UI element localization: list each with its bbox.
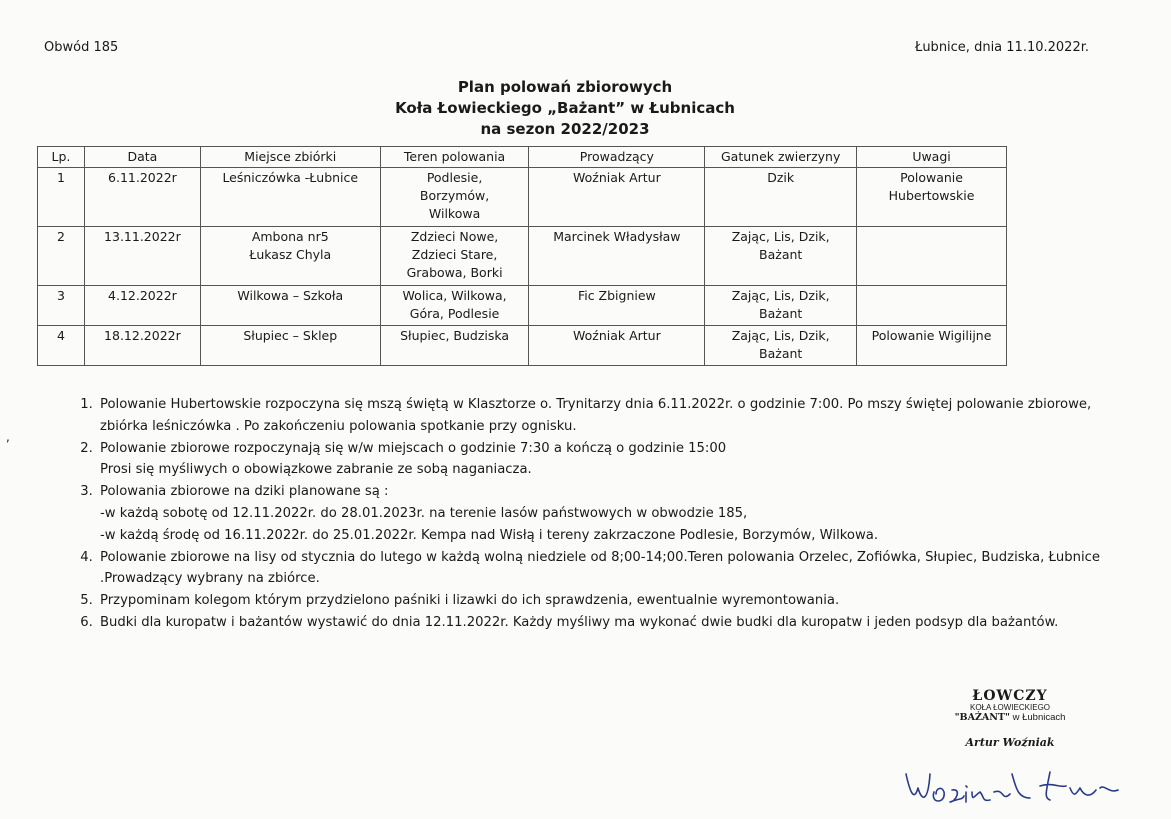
col-header-date: Data xyxy=(84,147,200,168)
note-item: 3. Polowania zbiorowe na dziki planowane są : -w każdą sobotę od 12.11.2022r. do 28.01.2023r. na terenie lasów państwowych w obwodzie 185, -w każdą środę od 16.11.2022r. do 25.01.2022r. Kempa nad Wisłą i tereny zakrzaczone Podlesie, Borzymów, Wilkowa. xyxy=(97,481,1117,546)
col-header-hunting-area: Teren polowania xyxy=(380,147,529,168)
cell-hunting-area: Podlesie, Borzymów, Wilkowa xyxy=(380,168,529,227)
place-date: Łubnice, dnia 11.10.2022r. xyxy=(915,40,1089,55)
stamp-place: w Łubnicach xyxy=(1009,712,1066,723)
col-header-game-species: Gatunek zwierzyny xyxy=(705,147,857,168)
cell-remarks: Polowanie Hubertowskie xyxy=(857,168,1007,227)
cell-game-species: Zając, Lis, Dzik, Bażant xyxy=(705,326,857,366)
stamp-name: Artur Woźniak xyxy=(965,736,1055,749)
margin-mark: , xyxy=(6,430,10,444)
stamp-club xyxy=(930,712,1090,723)
col-header-meeting-place: Miejsce zbiórki xyxy=(200,147,380,168)
stamp-line: KOŁA ŁOWIECKIEGO xyxy=(969,703,1051,712)
table-row xyxy=(38,168,1007,227)
col-header-remarks: Uwagi xyxy=(857,147,1007,168)
note-item: 2. Polowanie zbiorowe rozpoczynają się w/w miejscach o godzinie 7:30 a kończą o godzinie 15:00 Prosi się myśliwych o obowiązkowe zabranie ze sobą naganiacza. xyxy=(97,438,1117,482)
cell-meeting-place: Leśniczówka -Łubnice xyxy=(200,168,380,227)
col-header-leader: Prowadzący xyxy=(529,147,705,168)
hunt-plan-table xyxy=(37,146,1007,366)
table-row xyxy=(38,227,1007,286)
cell-date: 13.11.2022r xyxy=(84,227,200,286)
table-row xyxy=(38,286,1007,326)
cell-game-species: Dzik xyxy=(705,168,857,227)
cell-remarks xyxy=(857,227,1007,286)
cell-meeting-place: Ambona nr5 Łukasz Chyla xyxy=(200,227,380,286)
notes-list xyxy=(68,394,1117,634)
official-stamp xyxy=(930,688,1090,749)
cell-remarks: Polowanie Wigilijne xyxy=(857,326,1007,366)
stamp-title: ŁOWCZY xyxy=(972,688,1048,704)
cell-lp: 3 xyxy=(38,286,85,326)
club-name: Koła Łowieckiego „Bażant” w Łubnicach xyxy=(395,99,735,117)
cell-leader: Woźniak Artur xyxy=(529,168,705,227)
cell-date: 18.12.2022r xyxy=(84,326,200,366)
note-item: 6. Budki dla kuropatw i bażantów wystawić do dnia 12.11.2022r. Każdy myśliwy ma wykonać dwie budki dla kuropatw i jeden podsyp dla bażantów. xyxy=(97,612,1117,634)
cell-hunting-area: Zdzieci Nowe, Zdzieci Stare, Grabowa, Borki xyxy=(380,227,529,286)
cell-meeting-place: Słupiec – Sklep xyxy=(200,326,380,366)
cell-date: 6.11.2022r xyxy=(84,168,200,227)
cell-hunting-area: Wolica, Wilkowa, Góra, Podlesie xyxy=(380,286,529,326)
cell-lp: 1 xyxy=(38,168,85,227)
handwritten-signature xyxy=(900,758,1160,818)
note-item: 4. Polowanie zbiorowe na lisy od stycznia do lutego w każdą wolną niedziele od 8;00-14;00.Teren polowania Orzelec, Zofiówka, Słupiec, Budziska, Łubnice .Prowadzący wybrany na zbiórce. xyxy=(97,547,1117,591)
cell-lp: 4 xyxy=(38,326,85,366)
table-row xyxy=(38,326,1007,366)
note-item: 5. Przypominam kolegom którym przydzielono paśniki i lizawki do ich sprawdzenia, ewentualnie wyremontowania. xyxy=(97,590,1117,612)
season-label: na sezon 2022/2023 xyxy=(480,120,650,138)
cell-leader: Woźniak Artur xyxy=(529,326,705,366)
cell-game-species: Zając, Lis, Dzik, Bażant xyxy=(705,286,857,326)
cell-lp: 2 xyxy=(38,227,85,286)
col-header-lp: Lp. xyxy=(38,147,85,168)
cell-remarks xyxy=(857,286,1007,326)
cell-leader: Marcinek Władysław xyxy=(529,227,705,286)
stamp-club-name: "BAŻANT" xyxy=(954,712,1010,723)
cell-hunting-area: Słupiec, Budziska xyxy=(380,326,529,366)
document-title: Plan polowań zbiorowych xyxy=(457,78,673,96)
district-label: Obwód 185 xyxy=(44,40,119,55)
cell-leader: Fic Zbigniew xyxy=(529,286,705,326)
note-item: 1. Polowanie Hubertowskie rozpoczyna się mszą świętą w Klasztorze o. Trynitarzy dnia 6.11.2022r. o godzinie 7:00. Po mszy świętej polowanie zbiorowe, zbiórka leśniczówka . Po zakończeniu polowania spotkanie przy ognisku. xyxy=(97,394,1117,438)
cell-date: 4.12.2022r xyxy=(84,286,200,326)
cell-meeting-place: Wilkowa – Szkoła xyxy=(200,286,380,326)
cell-game-species: Zając, Lis, Dzik, Bażant xyxy=(705,227,857,286)
table-header-row xyxy=(38,147,1007,168)
